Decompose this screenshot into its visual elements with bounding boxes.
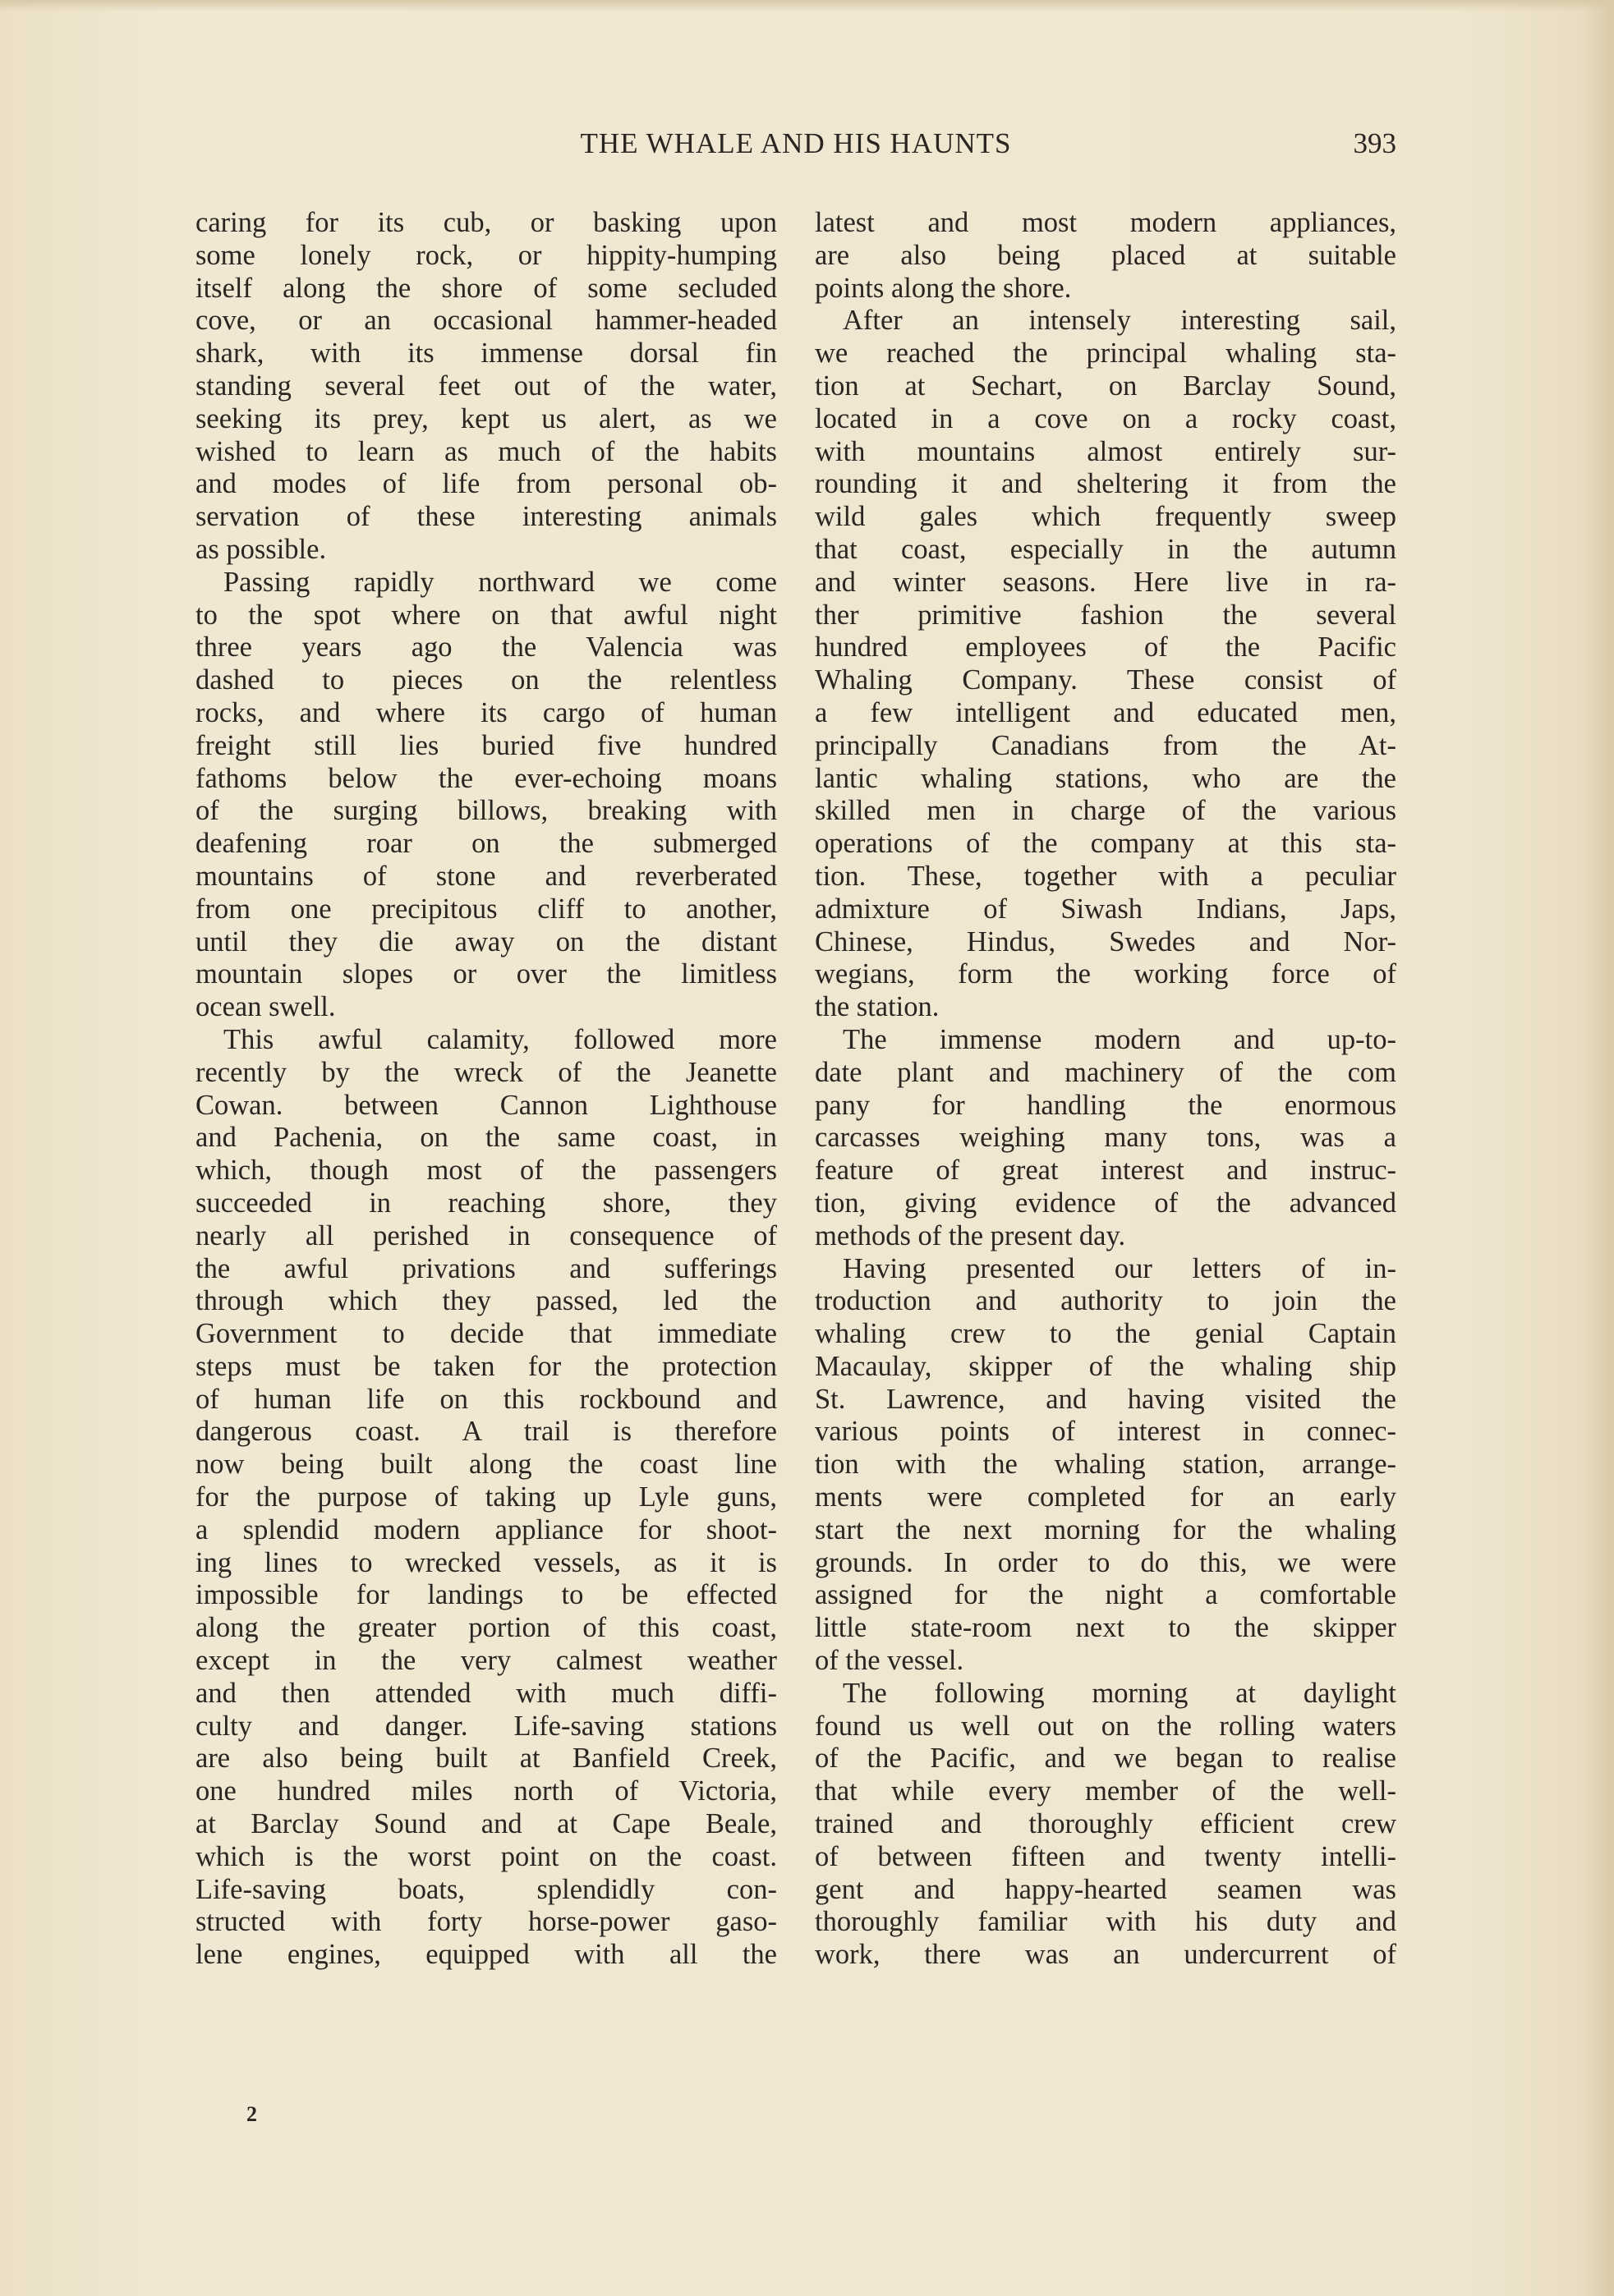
text-line: we reached the principal whaling sta- <box>815 338 1396 370</box>
text-line: trained and thoroughly efficient crew <box>815 1808 1396 1840</box>
text-line: little state-room next to the skipper <box>815 1612 1396 1644</box>
text-line: carcasses weighing many tons, was a <box>815 1122 1396 1154</box>
text-line: which, though most of the passengers <box>195 1155 777 1187</box>
text-line: St. Lawrence, and having visited the <box>815 1383 1396 1415</box>
left-text-column <box>195 207 777 1972</box>
text-line: tion with the whaling station, arrange- <box>815 1449 1396 1481</box>
text-line: Cowan. between Cannon Lighthouse <box>195 1089 777 1121</box>
text-line: with mountains almost entirely sur- <box>815 435 1396 467</box>
text-line: principally Canadians from the At- <box>815 729 1396 761</box>
text-line: recently by the wreck of the Jeanette <box>195 1056 777 1088</box>
text-line: tion. These, together with a peculiar <box>815 860 1396 892</box>
text-line: tion, giving evidence of the advanced <box>815 1187 1396 1219</box>
text-line: Life-saving boats, splendidly con- <box>195 1873 777 1905</box>
text-line: mountains of stone and reverberated <box>195 860 777 892</box>
text-line: that coast, especially in the autumn <box>815 533 1396 565</box>
text-line: methods of the present day. <box>815 1219 1126 1251</box>
text-line: hundred employees of the Pacific <box>815 631 1396 664</box>
text-line: ments were completed for an early <box>815 1481 1396 1513</box>
text-line: steps must be taken for the protection <box>195 1350 777 1382</box>
text-line: structed with forty horse-power gaso- <box>195 1906 777 1938</box>
text-line: rounding it and sheltering it from the <box>815 468 1396 500</box>
text-line: servation of these interesting animals <box>195 501 777 533</box>
text-line: now being built along the coast line <box>195 1449 777 1481</box>
text-line: latest and most modern appliances, <box>815 207 1396 238</box>
text-line: shark, with its immense dorsal fin <box>195 338 777 370</box>
text-line: points along the shore. <box>815 272 1072 304</box>
text-line: admixture of Siwash Indians, Japs, <box>815 893 1396 925</box>
text-line: of between fifteen and twenty intelli- <box>815 1840 1396 1872</box>
text-line: Government to decide that immediate <box>195 1318 777 1350</box>
text-line: Whaling Company. These consist of <box>815 664 1396 696</box>
text-line: Having presented our letters of in- <box>843 1252 1396 1284</box>
text-line: succeeded in reaching shore, they <box>195 1187 777 1219</box>
text-line: as possible. <box>195 533 327 565</box>
text-line: grounds. In order to do this, we were <box>815 1546 1396 1578</box>
text-line: ocean swell. <box>195 991 336 1023</box>
text-line: tion at Sechart, on Barclay Sound, <box>815 370 1396 402</box>
text-line: thoroughly familiar with his duty and <box>815 1906 1396 1938</box>
text-line: Chinese, Hindus, Swedes and Nor- <box>815 925 1396 957</box>
text-line: Passing rapidly northward we come <box>223 566 777 598</box>
text-line: date plant and machinery of the com <box>815 1056 1396 1088</box>
text-line: a splendid modern appliance for shoot- <box>195 1513 777 1545</box>
running-title: THE WHALE AND HIS HAUNTS <box>580 127 1012 159</box>
text-line: lene engines, equipped with all the <box>195 1939 777 1971</box>
text-line: until they die away on the distant <box>195 925 777 957</box>
signature-mark: 2 <box>246 2102 257 2126</box>
text-line: seeking its prey, kept us alert, as we <box>195 402 777 434</box>
text-line: lantic whaling stations, who are the <box>815 762 1396 794</box>
text-line: cove, or an occasional hammer-headed <box>195 305 777 337</box>
text-line: wished to learn as much of the habits <box>195 435 777 467</box>
text-line: of the surging billows, breaking with <box>195 795 777 827</box>
text-line: itself along the shore of some secluded <box>195 272 777 304</box>
text-line: whaling crew to the genial Captain <box>815 1318 1396 1350</box>
text-line: The immense modern and up-to- <box>843 1023 1396 1055</box>
running-header <box>195 127 1396 168</box>
text-line: mountain slopes or over the limitless <box>195 958 777 990</box>
text-line: which is the worst point on the coast. <box>195 1840 777 1872</box>
text-line: rocks, and where its cargo of human <box>195 696 777 728</box>
text-line: fathoms below the ever-echoing moans <box>195 762 777 794</box>
text-line: of human life on this rockbound and <box>195 1383 777 1415</box>
text-line: three years ago the Valencia was <box>195 631 777 664</box>
text-line: dashed to pieces on the relentless <box>195 664 777 696</box>
text-line: along the greater portion of this coast, <box>195 1612 777 1644</box>
text-line: various points of interest in connec- <box>815 1416 1396 1448</box>
text-line: caring for its cub, or basking upon <box>195 207 777 238</box>
text-line: found us well out on the rolling waters <box>815 1710 1396 1742</box>
text-line: through which they passed, led the <box>195 1285 777 1317</box>
text-line: ther primitive fashion the several <box>815 599 1396 631</box>
text-line: feature of great interest and instruc- <box>815 1155 1396 1187</box>
text-line: for the purpose of taking up Lyle guns, <box>195 1481 777 1513</box>
text-line: are also being placed at suitable <box>815 239 1396 271</box>
text-line: assigned for the night a comfortable <box>815 1579 1396 1611</box>
text-line: dangerous coast. A trail is therefore <box>195 1416 777 1448</box>
page-number: 393 <box>1353 127 1396 159</box>
text-line: of the Pacific, and we began to realise <box>815 1743 1396 1775</box>
text-line: and winter seasons. Here live in ra- <box>815 566 1396 598</box>
text-line: wild gales which frequently sweep <box>815 501 1396 533</box>
text-line: standing several feet out of the water, <box>195 370 777 402</box>
text-line: except in the very calmest weather <box>195 1645 777 1677</box>
text-line: some lonely rock, or hippity-humping <box>195 239 777 271</box>
text-line: The following morning at daylight <box>843 1677 1396 1709</box>
text-line: After an intensely interesting sail, <box>843 305 1396 337</box>
text-line: skilled men in charge of the various <box>815 795 1396 827</box>
text-line: one hundred miles north of Victoria, <box>195 1775 777 1807</box>
text-line: impossible for landings to be effected <box>195 1579 777 1611</box>
text-line: nearly all perished in consequence of <box>195 1219 777 1251</box>
text-line: from one precipitous cliff to another, <box>195 893 777 925</box>
text-line: to the spot where on that awful night <box>195 599 777 631</box>
text-line: operations of the company at this sta- <box>815 828 1396 860</box>
text-line: culty and danger. Life-saving stations <box>195 1710 777 1742</box>
text-line: ing lines to wrecked vessels, as it is <box>195 1546 777 1578</box>
text-line: pany for handling the enormous <box>815 1089 1396 1121</box>
text-line: gent and happy-hearted seamen was <box>815 1873 1396 1905</box>
right-text-column <box>815 207 1396 1972</box>
text-line: This awful calamity, followed more <box>223 1023 777 1055</box>
text-line: wegians, form the working force of <box>815 958 1396 990</box>
text-line: a few intelligent and educated men, <box>815 696 1396 728</box>
text-line: the station. <box>815 991 940 1023</box>
text-line: deafening roar on the submerged <box>195 828 777 860</box>
text-line: troduction and authority to join the <box>815 1285 1396 1317</box>
text-line: located in a cove on a rocky coast, <box>815 402 1396 434</box>
text-line: freight still lies buried five hundred <box>195 729 777 761</box>
text-line: Macaulay, skipper of the whaling ship <box>815 1350 1396 1382</box>
text-line: and then attended with much diffi- <box>195 1677 777 1709</box>
text-line: work, there was an undercurrent of <box>815 1939 1396 1971</box>
text-line: and Pachenia, on the same coast, in <box>195 1122 777 1154</box>
page-top-edge <box>0 0 1614 11</box>
text-line: of the vessel. <box>815 1645 964 1677</box>
text-line: are also being built at Banfield Creek, <box>195 1743 777 1775</box>
text-line: that while every member of the well- <box>815 1775 1396 1807</box>
text-line: and modes of life from personal ob- <box>195 468 777 500</box>
page-right-edge <box>1581 0 1614 2296</box>
text-line: at Barclay Sound and at Cape Beale, <box>195 1808 777 1840</box>
text-line: the awful privations and sufferings <box>195 1252 777 1284</box>
text-line: start the next morning for the whaling <box>815 1513 1396 1545</box>
